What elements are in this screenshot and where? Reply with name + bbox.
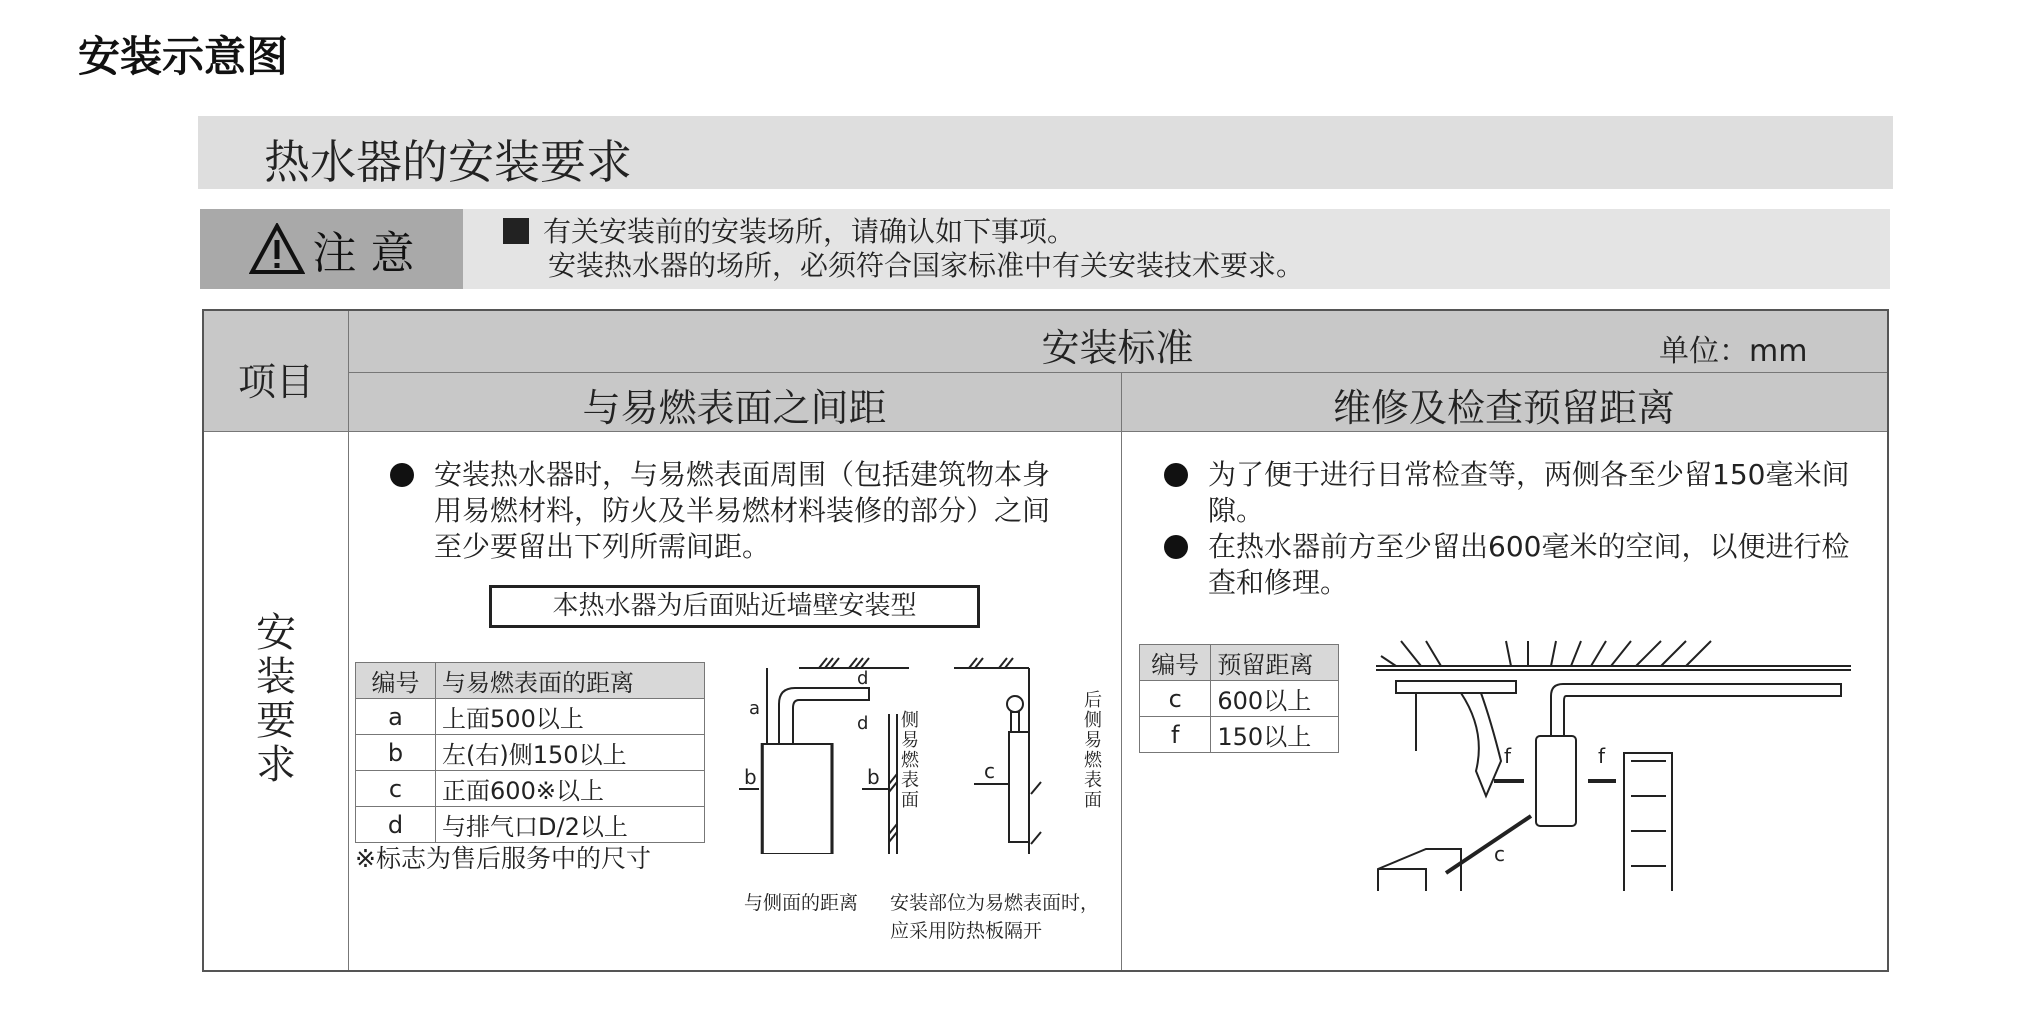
back-distance-diagram xyxy=(949,654,1099,854)
maintenance-clearance-diagram xyxy=(1376,621,1856,891)
notice-line-2: 安装热水器的场所，必须符合国家标准中有关安装技术要求。 xyxy=(548,249,1305,282)
sub-col-left: 与易燃表面之间距 xyxy=(582,386,887,430)
col-standard: 安装标准 xyxy=(1041,326,1194,370)
unit-label: 单位：mm xyxy=(1659,334,1808,369)
svg-text:f: f xyxy=(1504,744,1512,768)
svg-text:b: b xyxy=(744,765,757,789)
svg-text:d: d xyxy=(857,668,869,689)
boxed-note: 本热水器为后面贴近墙壁安装型 xyxy=(489,585,980,628)
svg-text:f: f xyxy=(1598,744,1606,768)
caption-back-2: 应采用防热板隔开 xyxy=(890,920,1043,942)
notice-label xyxy=(200,209,463,289)
right-bullet-1: 为了便于进行日常检查等，两侧各至少留150毫米间隙。 xyxy=(1208,457,1858,529)
caption-back-1: 安装部位为易燃表面时， xyxy=(890,892,1100,914)
table-row: f 150以上 xyxy=(1140,717,1339,753)
back-surface-label: 后侧易燃表面 xyxy=(1084,690,1102,811)
col-item: 项目 xyxy=(237,360,314,404)
flammable-distance-table: 编号 与易燃表面的距离 a 上面500以上 b 左(右)侧150以上 c 正面600※以上 d 与排气口D/2以上 xyxy=(355,662,705,843)
table-row: c 正面600※以上 xyxy=(356,771,705,807)
svg-text:c: c xyxy=(1494,842,1505,866)
notice-label-text: 注 意 xyxy=(312,228,415,279)
section-title: 热水器的安装要求 xyxy=(264,135,632,189)
reserve-distance-table: 编号 预留距离 c 600以上 f 150以上 xyxy=(1139,644,1339,753)
left-bullet: 安装热水器时，与易燃表面周围（包括建筑物本身用易燃材料，防火及半易燃材料装修的部分）之间至少要留出下列所需间距。 xyxy=(434,457,1074,565)
svg-text:b: b xyxy=(867,765,880,789)
table-row: c 600以上 xyxy=(1140,681,1339,717)
table-row: d 与排气口D/2以上 xyxy=(356,807,705,843)
page-title: 安装示意图 xyxy=(78,32,289,81)
svg-text:c: c xyxy=(984,759,995,783)
footnote: ※标志为售后服务中的尺寸 xyxy=(355,844,651,873)
sub-col-right: 维修及检查预留距离 xyxy=(1332,386,1675,430)
row-label: 安装要求 xyxy=(256,610,296,788)
table-row: a 上面500以上 xyxy=(356,699,705,735)
right-bullet-2: 在热水器前方至少留出600毫米的空间，以便进行检查和修理。 xyxy=(1208,529,1858,601)
caption-side: 与侧面的距离 xyxy=(744,892,859,914)
side-surface-label: 侧易燃表面 xyxy=(901,710,919,811)
svg-text:d: d xyxy=(857,713,869,734)
square-bullet-icon xyxy=(503,218,529,244)
svg-text:a: a xyxy=(749,698,761,719)
section-header xyxy=(198,116,1893,189)
table-row: b 左(右)侧150以上 xyxy=(356,735,705,771)
warning-triangle-icon xyxy=(249,223,305,275)
notice-text xyxy=(463,209,1890,289)
notice-line-1: 有关安装前的安装场所，请确认如下事项。 xyxy=(543,215,1076,248)
installation-table xyxy=(202,309,1889,972)
bullet-icon xyxy=(1164,535,1188,559)
bullet-icon xyxy=(1164,463,1188,487)
bullet-icon xyxy=(390,463,414,487)
